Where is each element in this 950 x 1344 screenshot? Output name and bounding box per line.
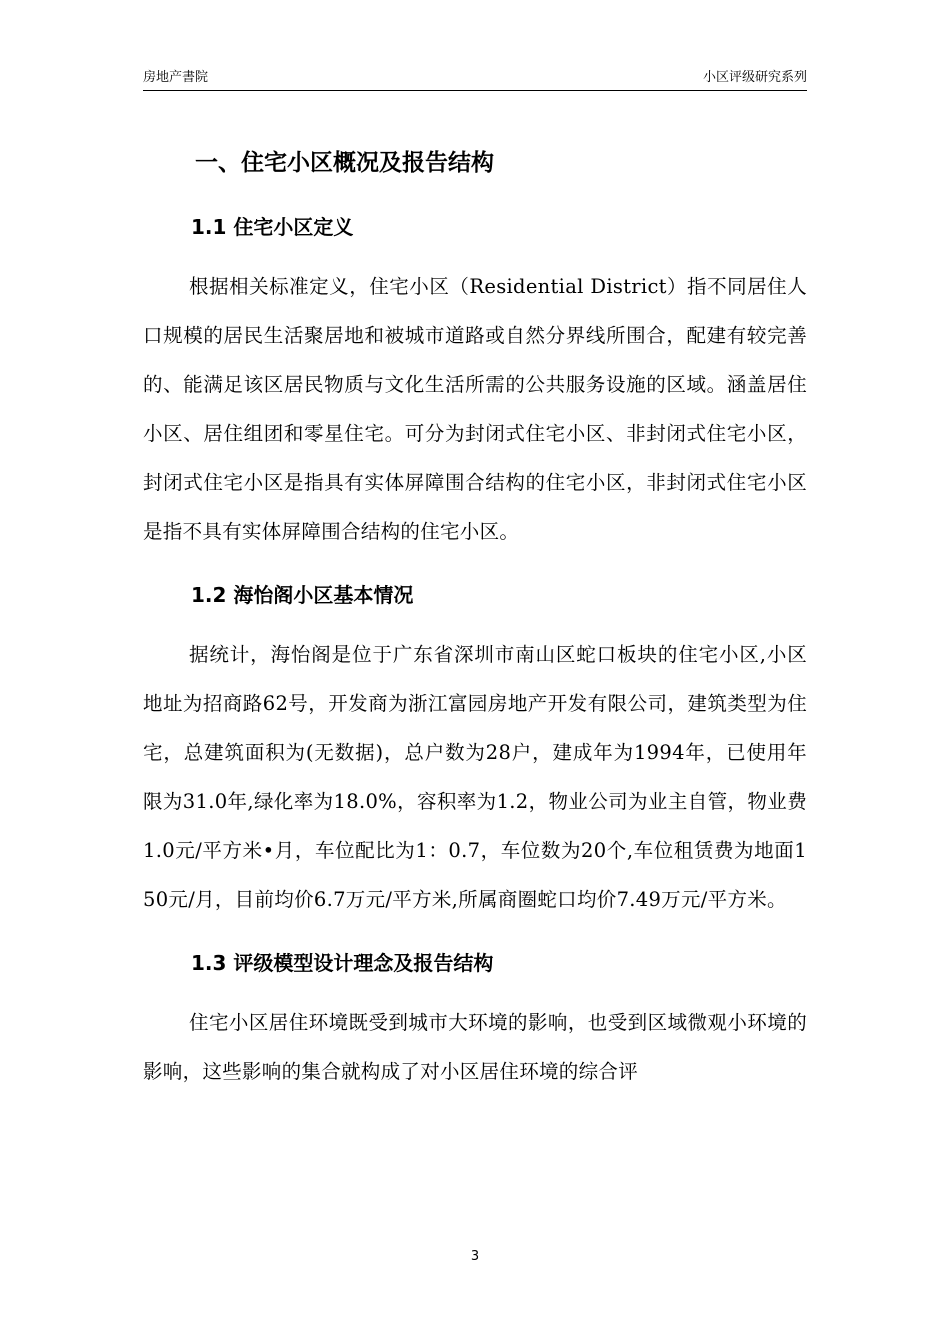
page-header [143, 68, 807, 88]
header-publisher: 房地产書院 [143, 70, 209, 85]
page-number: 3 [470, 1249, 480, 1264]
section-heading-1-2: 1.2 海怡阁小区基本情况 [191, 583, 414, 607]
section-heading-1-1: 1.1 住宅小区定义 [191, 215, 354, 239]
section-paragraph-1-1: 根据相关标准定义，住宅小区（Residential District）指不同居住人口规模的居民生活聚居地和被城市道路或自然分界线所围合，配建有较完善的、能满足该区居民物质与文化生活所需的公共服务设施的区域。涵盖居住小区、居住组团和零星住宅。可分为封闭式住宅小区、非封闭式住宅小区，封闭式住宅小区是指具有实体屏障围合结构的住宅小区，非封闭式住宅小区是指不具有实体屏障围合结构的住宅小区。 [143, 275, 807, 543]
section-paragraph-1-3: 住宅小区居住环境既受到城市大环境的影响，也受到区域微观小环境的影响，这些影响的集合就构成了对小区居住环境的综合评 [143, 1011, 807, 1083]
header-series-title: 小区评级研究系列 [702, 70, 807, 85]
header-divider [143, 90, 807, 91]
document-body [143, 140, 807, 1096]
section-paragraph-1-2: 据统计，海怡阁是位于广东省深圳市南山区蛇口板块的住宅小区,小区地址为招商路62号，开发商为浙江富园房地产开发有限公司，建筑类型为住宅，总建筑面积为(无数据)，总户数为28户，建成年为1994年，已使用年限为31.0年,绿化率为18.0%，容积率为1.2，物业公司为业主自管，物业费1.0元/平方米•月，车位配比为1：0.7，车位数为20个,车位租赁费为地面150元/月，目前均价6.7万元/平方米,所属商圈蛇口均价7.49万元/平方米。 [143, 643, 807, 911]
section-heading-1-3: 1.3 评级模型设计理念及报告结构 [191, 951, 494, 975]
chapter-title: 一、住宅小区概况及报告结构 [195, 150, 494, 176]
